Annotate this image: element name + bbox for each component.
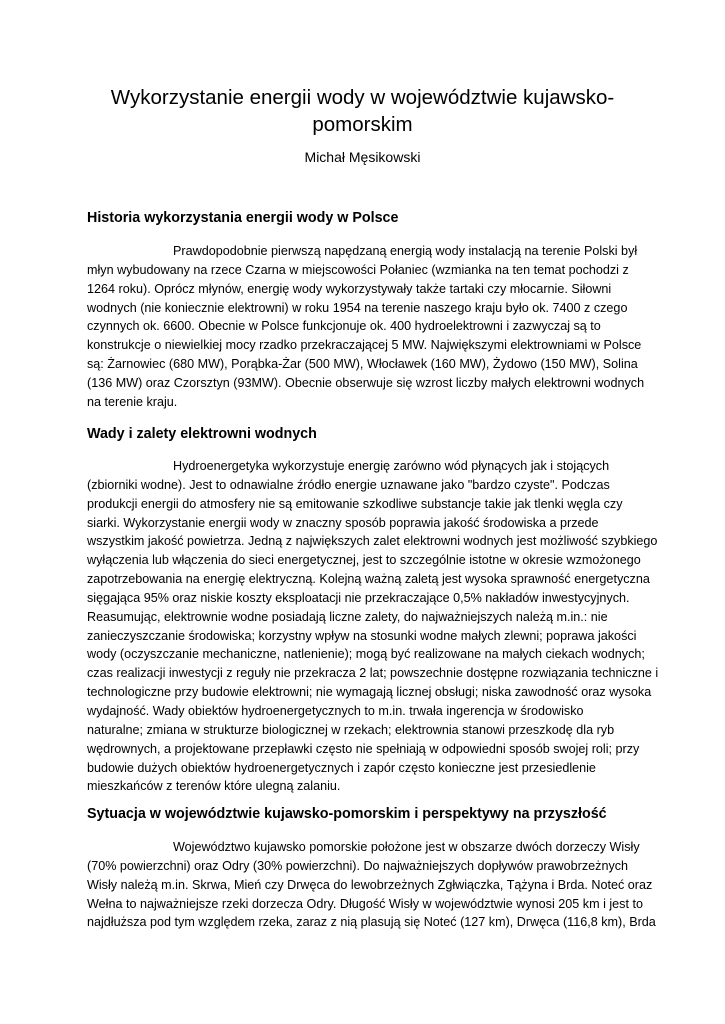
paragraph-line: siarki. Wykorzystanie energii wody w znaczny sposób poprawia jakość środowiska a przede [87,515,599,530]
document-author: Michał Męsikowski [304,149,421,165]
document-title [90,84,635,138]
paragraph-line: (136 MW) oraz Czorsztyn (93MW). Obecnie obserwuje się wzrost liczby małych elektrowni wodnych [87,375,645,390]
paragraph-line: sięgająca 95% oraz niskie koszty eksploatacji nie przekraczające 0,5% nakładów inwestycyjnych. [87,590,630,605]
paragraph-line: Wisły należą m.in. Skrwa, Mień czy Drwęca do lewobrzeżnych Zgłwiączka, Tążyna i Brda. Noteć oraz [87,877,653,892]
paragraph-line: Prawdopodobnie pierwszą napędzaną energią wody instalacją na terenie Polski był [173,244,638,258]
paragraph-line: młyn wybudowany na rzece Czarna w miejscowości Połaniec (wzmianka na ten temat pochodzi z [87,262,629,277]
paragraph-line: wodnych (nie koniecznie elektrowni) w roku 1954 na terenie naszego kraju było ok. 7400 z czego [87,300,628,315]
paragraph-line: produkcji energii do atmosfery nie są emitowanie szkodliwe substancje takie jak tlenki węgla czy [87,496,623,511]
paragraph-line: czas realizacji inwestycji z reguły nie przekracza 2 lat; powszechnie dostępne rozwiązania techniczne i [87,666,659,681]
paragraph-line: są: Żarnowiec (680 MW), Porąbka-Żar (500 MW), Włocławek (160 MW), Żydowo (150 MW), Solina [87,357,638,372]
title-line: Wykorzystanie energii wody w województwie kujawsko- [110,86,615,109]
paragraph-line: (zbiorniki wodne). Jest to odnawialne źródło energie uznawane jako "bardzo czyste". Podczas [87,477,610,492]
section-heading: Wady i zalety elektrowni wodnych [87,426,317,442]
paragraph-line: wydajność. Wady obiektów hydroenergetycznych to m.in. trwała ingerencja w środowisko [87,703,584,718]
paragraph-line: Województwo kujawsko pomorskie położone jest w obszarze dwóch dorzeczy Wisły [173,840,640,854]
paragraph-line: czynnych ok. 6600. Obecnie w Polsce funkcjonuje ok. 400 hydroelektrowni i zazwyczaj są to [87,319,601,334]
section-paragraph [87,838,656,932]
section-paragraph [87,242,647,412]
paragraph-line: zapotrzebowania na energię elektryczną. Kolejną ważną zaletą jest wysoka sprawność energetyczna [87,572,650,587]
section-heading: Sytuacja w województwie kujawsko-pomorskim i perspektywy na przyszłość [87,806,607,822]
paragraph-line: wody (oczyszczanie mechaniczne, natlenienie); mogą być realizowane na małych ciekach wodnych; [87,647,645,662]
paragraph-line: budowie dużych obiektów hydroenergetycznych i zapór często konieczne jest przesiedlenie [87,760,596,775]
paragraph-line: technologiczne przy budowie elektrowni; nie wymagają licznej obsługi; niska zawodność oraz wysoka [87,685,652,700]
paragraph-line: wędrownych, a projektowane przepławki często nie spełniają w odpowiedni sposób swojej roli; przy [87,741,640,756]
paragraph-line: wyłączenia lub włączenia do sieci energetycznej, jest to szczególnie istotne w okresie wzmożonego [87,553,641,568]
title-line: pomorskim [312,113,413,136]
paragraph-line: Reasumując, elektrownie wodne posiadają liczne zalety, do najważniejszych należą m.in.: nie [87,609,608,624]
paragraph-line: Wełna to najważniejsze rzeki dorzecza Odry. Długość Wisły w województwie wynosi 205 km i jest to [87,896,643,911]
paragraph-line: konstrukcje o niewielkiej mocy rzadko przekraczającej 5 MW. Największymi elektrowniami w Polsce [87,338,642,353]
paragraph-line: naturalne; zmiana w strukturze biologicznej w rzekach; elektrownia stanowi przeszkodę dla ryb [87,722,615,737]
section-heading: Historia wykorzystania energii wody w Polsce [87,210,399,226]
paragraph-line: na terenie kraju. [87,394,178,409]
paragraph-line: najdłuższa pod tym względem rzeka, zaraz z nią plasują się Noteć (127 km), Drwęca (116,8 km), Brda [87,915,656,930]
paragraph-line: zanieczyszczanie środowiska; korzystny wpływ na stosunki wodne małych zlewni; poprawa jakości [87,628,637,643]
paragraph-line: mieszkańców z terenów które ulegną zalaniu. [87,779,341,794]
paragraph-line: Hydroenergetyka wykorzystuje energię zarówno wód płynących jak i stojących [173,459,610,473]
paragraph-line: (70% powierzchni) oraz Odry (30% powierzchni). Do najważniejszych dopływów prawobrzeżnych [87,858,629,873]
paragraph-line: wszystkim jakość powietrza. Jedną z największych zalet elektrowni wodnych jest możliwość szybkiego [87,534,658,549]
paragraph-line: 1264 roku). Oprócz młynów, energię wody wykorzystywały także tartaki czy młocarnie. Siłowni [87,281,612,296]
section-paragraph [87,457,659,796]
